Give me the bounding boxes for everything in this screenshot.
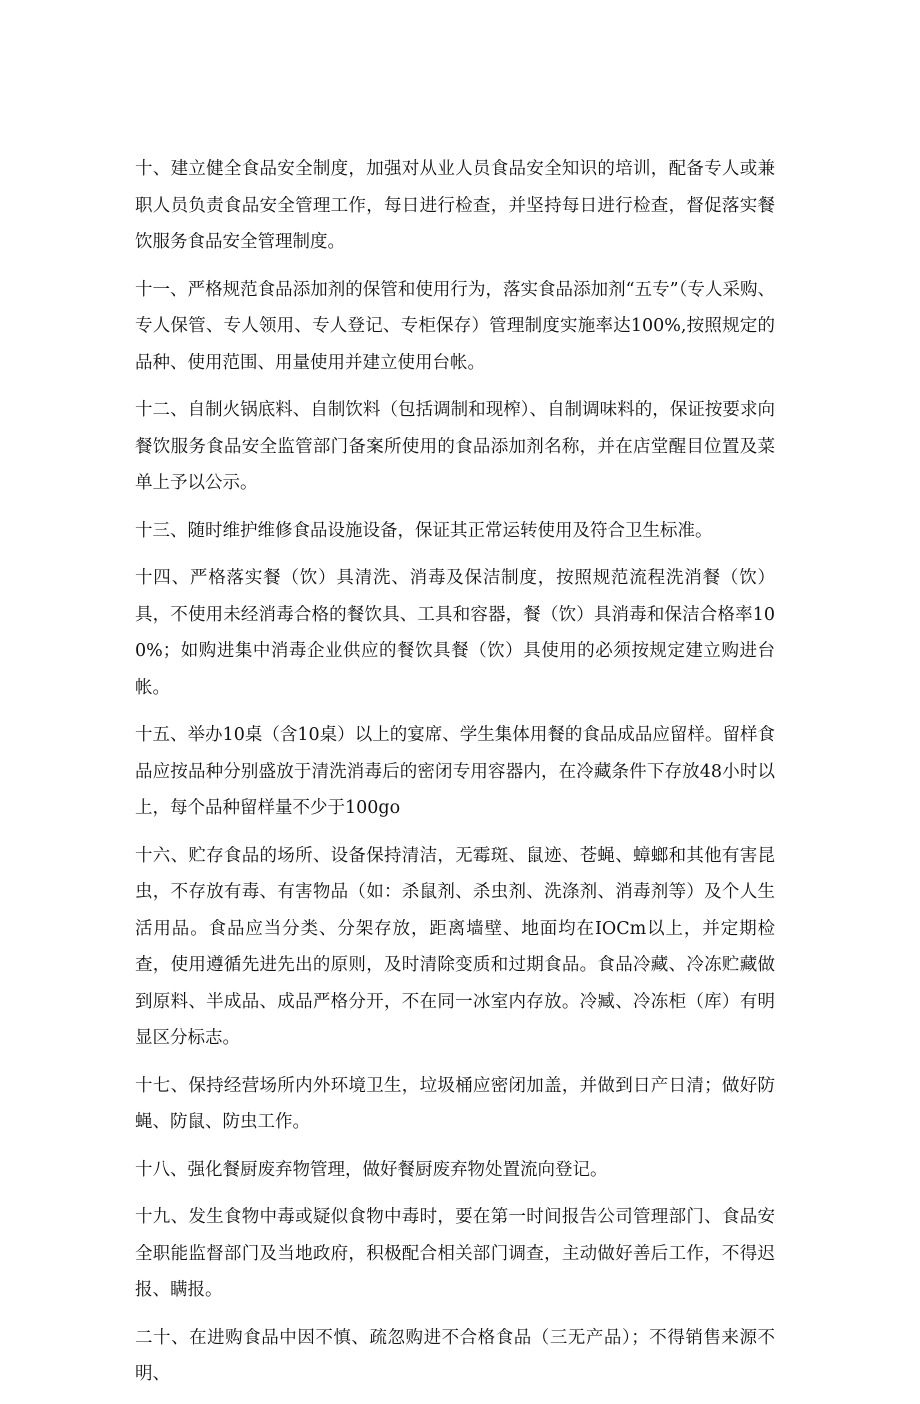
paragraph-18: 十八、强化餐厨废弃物管理，做好餐厨废弃物处置流向登记。 (135, 1159, 608, 1180)
paragraph-14: 十四、严格落实餐（饮）具清洗、消毒及保洁制度，按照规范流程洗消餐（饮）具，不使用未经消毒合格的餐饮具、工具和容器，餐（饮）具消毒和保洁合格率100%；如购进集中消毒企业供应的餐饮具餐（饮）具使用的必须按规定建立购进台帐。 (135, 568, 775, 698)
paragraph-13: 十三、随时维护维修食品设施设备，保证其正常运转使用及符合卫生标准。 (135, 520, 713, 541)
paragraph-17: 十七、保持经营场所内外环境卫生，垃圾桶应密闭加盖，并做到日产日清；做好防蝇、防鼠、防虫工作。 (135, 1075, 775, 1132)
paragraph-16: 十六、贮存食品的场所、设备保持清洁，无霉斑、鼠迹、苍蝇、蟑螂和其他有害昆虫，不存放有毒、有害物品（如：杀鼠剂、杀虫剂、洗涤剂、消毒剂等）及个人生活用品。食品应当分类、分架存放，距离墙壁、地面均在IOCm以上，并定期检查，使用遵循先进先出的原则，及时清除变质和过期食品。食品冷藏、冷冻贮藏做到原料、半成品、成品严格分开，不在同一冰室内存放。冷臧、冷冻柜（库）有明显区分标志。 (135, 845, 775, 1048)
document-body (135, 151, 775, 1404)
paragraph-11: 十一、严格规范食品添加剂的保管和使用行为，落实食品添加剂“五专”（专人采购、专人保管、专人领用、专人登记、专柜保存）管理制度实施率达100%,按照规定的品种、使用范围、用量使用并建立使用台帐。 (135, 279, 775, 373)
paragraph-15: 十五、举办10桌（含10桌）以上的宴席、学生集体用餐的食品成品应留样。留样食品应按品种分别盛放于清洗消毒后的密闭专用容器内，在冷藏条件下存放48小时以上，每个品种留样量不少于100go (135, 725, 775, 818)
paragraph-10: 十、建立健全食品安全制度，加强对从业人员食品安全知识的培训，配备专人或兼职人员负责食品安全管理工作，每日进行检查，并坚持每日进行检查，督促落实餐饮服务食品安全管理制度。 (135, 159, 775, 252)
paragraph-19: 十九、发生食物中毒或疑似食物中毒时，要在第一时间报告公司管理部门、食品安全职能监督部门及当地政府，积极配合相关部门调查，主动做好善后工作，不得迟报、瞒报。 (135, 1207, 775, 1300)
paragraph-12: 十二、自制火锅底料、自制饮料（包括调制和现榨）、自制调味料的，保证按要求向餐饮服务食品安全监管部门备案所使用的食品添加剂名称，并在店堂醒目位置及菜单上予以公示。 (135, 400, 775, 493)
paragraph-20: 二十、在进购食品中因不慎、疏忽购进不合格食品（三无产品）；不得销售来源不明、 (135, 1327, 775, 1384)
